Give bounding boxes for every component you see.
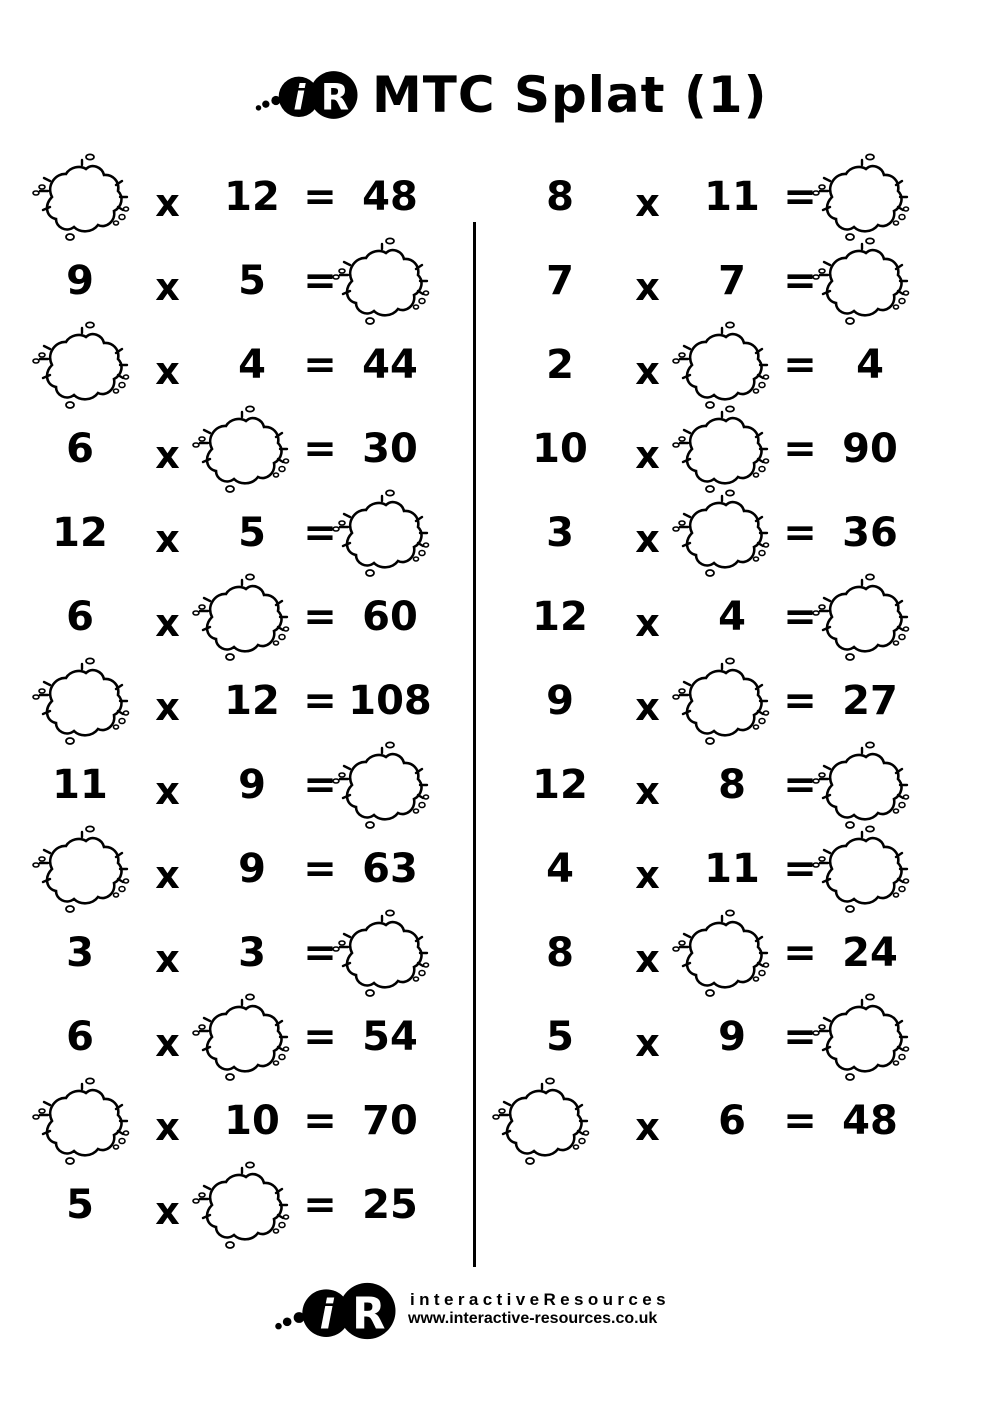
times-sign: x <box>155 853 180 897</box>
splat-icon <box>190 1155 290 1255</box>
splat-blank-factor-b[interactable] <box>670 407 770 491</box>
splat-icon <box>670 651 770 751</box>
splat-icon <box>670 483 770 583</box>
product: 54 <box>362 1014 418 1060</box>
ir-logo-icon <box>272 1275 402 1347</box>
product: 25 <box>362 1182 418 1228</box>
splat-blank-factor-a[interactable] <box>30 155 130 239</box>
factor-b: 11 <box>704 174 760 220</box>
product: 48 <box>842 1098 898 1144</box>
splat-blank-factor-a[interactable] <box>490 1079 590 1163</box>
splat-icon <box>810 567 910 667</box>
question-row <box>0 827 480 911</box>
footer <box>0 1270 1000 1360</box>
factor-a: 3 <box>546 510 574 556</box>
question-row <box>0 575 480 659</box>
splat-blank-product[interactable] <box>810 575 910 659</box>
factor-a: 8 <box>546 174 574 220</box>
question-row <box>0 911 480 995</box>
factor-a: 10 <box>532 426 588 472</box>
times-sign: x <box>155 517 180 561</box>
times-sign: x <box>635 937 660 981</box>
question-row <box>480 575 960 659</box>
times-sign: x <box>155 265 180 309</box>
factor-a: 9 <box>546 678 574 724</box>
right-question-column <box>480 0 980 1416</box>
product: 36 <box>842 510 898 556</box>
question-row <box>480 1079 960 1163</box>
product: 30 <box>362 426 418 472</box>
equals-sign: = <box>303 174 337 220</box>
question-row <box>0 743 480 827</box>
equals-sign: = <box>303 846 337 892</box>
splat-icon <box>190 399 290 499</box>
equals-sign: = <box>303 426 337 472</box>
question-row <box>480 491 960 575</box>
times-sign: x <box>155 1021 180 1065</box>
factor-b: 9 <box>238 762 266 808</box>
equals-sign: = <box>303 1098 337 1144</box>
splat-icon <box>30 315 130 415</box>
equals-sign: = <box>783 342 817 388</box>
times-sign: x <box>635 853 660 897</box>
factor-b: 9 <box>718 1014 746 1060</box>
product: 27 <box>842 678 898 724</box>
factor-b: 6 <box>718 1098 746 1144</box>
equals-sign: = <box>783 762 817 808</box>
product: 4 <box>856 342 884 388</box>
factor-a: 6 <box>66 1014 94 1060</box>
factor-a: 3 <box>66 930 94 976</box>
question-row <box>480 239 960 323</box>
product: 24 <box>842 930 898 976</box>
factor-b: 8 <box>718 762 746 808</box>
splat-blank-factor-a[interactable] <box>30 827 130 911</box>
splat-icon <box>330 483 430 583</box>
factor-b: 7 <box>718 258 746 304</box>
equals-sign: = <box>783 846 817 892</box>
factor-a: 6 <box>66 426 94 472</box>
equals-sign: = <box>783 1098 817 1144</box>
equals-sign: = <box>303 342 337 388</box>
question-row <box>0 155 480 239</box>
question-row <box>0 1163 480 1247</box>
times-sign: x <box>155 937 180 981</box>
equals-sign: = <box>303 594 337 640</box>
question-row <box>480 827 960 911</box>
splat-blank-product[interactable] <box>330 743 430 827</box>
splat-blank-product[interactable] <box>810 155 910 239</box>
factor-a: 8 <box>546 930 574 976</box>
splat-icon <box>30 819 130 919</box>
splat-blank-factor-b[interactable] <box>190 575 290 659</box>
splat-blank-factor-b[interactable] <box>190 995 290 1079</box>
question-row <box>480 911 960 995</box>
equals-sign: = <box>783 930 817 976</box>
splat-icon <box>810 987 910 1087</box>
product: 70 <box>362 1098 418 1144</box>
product: 90 <box>842 426 898 472</box>
factor-a: 9 <box>66 258 94 304</box>
question-row <box>480 407 960 491</box>
equals-sign: = <box>783 594 817 640</box>
times-sign: x <box>155 1189 180 1233</box>
splat-blank-factor-a[interactable] <box>30 323 130 407</box>
column-divider <box>473 222 476 1267</box>
product: 108 <box>348 678 432 724</box>
splat-blank-factor-b[interactable] <box>190 1163 290 1247</box>
equals-sign: = <box>303 678 337 724</box>
splat-blank-factor-a[interactable] <box>30 659 130 743</box>
splat-blank-factor-b[interactable] <box>670 659 770 743</box>
factor-b: 11 <box>704 846 760 892</box>
times-sign: x <box>155 1105 180 1149</box>
question-row <box>0 491 480 575</box>
splat-icon <box>30 147 130 247</box>
equals-sign: = <box>783 510 817 556</box>
equals-sign: = <box>303 762 337 808</box>
splat-blank-product[interactable] <box>330 911 430 995</box>
question-row <box>480 323 960 407</box>
question-row <box>0 323 480 407</box>
factor-b: 5 <box>238 258 266 304</box>
splat-blank-product[interactable] <box>810 827 910 911</box>
times-sign: x <box>155 433 180 477</box>
equals-sign: = <box>783 258 817 304</box>
factor-b: 4 <box>238 342 266 388</box>
times-sign: x <box>635 1105 660 1149</box>
equals-sign: = <box>303 1014 337 1060</box>
splat-icon <box>670 903 770 1003</box>
equals-sign: = <box>783 678 817 724</box>
footer-url: www.interactive-resources.co.uk <box>408 1310 658 1327</box>
times-sign: x <box>635 517 660 561</box>
factor-b: 4 <box>718 594 746 640</box>
times-sign: x <box>635 433 660 477</box>
product: 63 <box>362 846 418 892</box>
question-row <box>0 1079 480 1163</box>
times-sign: x <box>635 685 660 729</box>
splat-icon <box>810 231 910 331</box>
factor-b: 5 <box>238 510 266 556</box>
question-row <box>480 995 960 1079</box>
question-row <box>0 239 480 323</box>
splat-icon <box>330 231 430 331</box>
times-sign: x <box>155 181 180 225</box>
product: 60 <box>362 594 418 640</box>
factor-b: 12 <box>224 678 280 724</box>
factor-b: 9 <box>238 846 266 892</box>
times-sign: x <box>155 349 180 393</box>
product: 44 <box>362 342 418 388</box>
splat-icon <box>490 1071 590 1171</box>
equals-sign: = <box>783 1014 817 1060</box>
question-row <box>480 659 960 743</box>
factor-a: 6 <box>66 594 94 640</box>
times-sign: x <box>635 601 660 645</box>
splat-blank-factor-a[interactable] <box>30 1079 130 1163</box>
factor-a: 7 <box>546 258 574 304</box>
equals-sign: = <box>303 930 337 976</box>
question-row <box>480 155 960 239</box>
splat-blank-product[interactable] <box>330 491 430 575</box>
factor-b: 3 <box>238 930 266 976</box>
splat-icon <box>810 819 910 919</box>
question-row <box>480 743 960 827</box>
page-title: MTC Splat (1) <box>372 66 768 124</box>
times-sign: x <box>635 265 660 309</box>
splat-icon <box>330 903 430 1003</box>
splat-icon <box>30 651 130 751</box>
times-sign: x <box>155 685 180 729</box>
times-sign: x <box>155 769 180 813</box>
splat-icon <box>30 1071 130 1171</box>
factor-a: 2 <box>546 342 574 388</box>
equals-sign: = <box>303 1182 337 1228</box>
splat-blank-product[interactable] <box>810 239 910 323</box>
splat-blank-product[interactable] <box>810 995 910 1079</box>
factor-a: 12 <box>532 594 588 640</box>
times-sign: x <box>635 1021 660 1065</box>
splat-blank-factor-b[interactable] <box>670 491 770 575</box>
splat-blank-factor-b[interactable] <box>670 323 770 407</box>
factor-b: 12 <box>224 174 280 220</box>
times-sign: x <box>635 181 660 225</box>
factor-a: 11 <box>52 762 108 808</box>
splat-icon <box>330 735 430 835</box>
splat-blank-product[interactable] <box>330 239 430 323</box>
splat-icon <box>190 567 290 667</box>
factor-a: 4 <box>546 846 574 892</box>
times-sign: x <box>155 601 180 645</box>
splat-blank-product[interactable] <box>810 743 910 827</box>
splat-blank-factor-b[interactable] <box>190 407 290 491</box>
factor-a: 5 <box>66 1182 94 1228</box>
splat-blank-factor-b[interactable] <box>670 911 770 995</box>
equals-sign: = <box>303 510 337 556</box>
footer-brand: interactiveResources <box>410 1290 670 1309</box>
question-row <box>0 995 480 1079</box>
equals-sign: = <box>783 174 817 220</box>
factor-a: 5 <box>546 1014 574 1060</box>
splat-icon <box>190 987 290 1087</box>
product: 48 <box>362 174 418 220</box>
times-sign: x <box>635 769 660 813</box>
equals-sign: = <box>783 426 817 472</box>
question-row <box>0 407 480 491</box>
times-sign: x <box>635 349 660 393</box>
factor-a: 12 <box>52 510 108 556</box>
factor-b: 10 <box>224 1098 280 1144</box>
question-row <box>0 659 480 743</box>
factor-a: 12 <box>532 762 588 808</box>
equals-sign: = <box>303 258 337 304</box>
